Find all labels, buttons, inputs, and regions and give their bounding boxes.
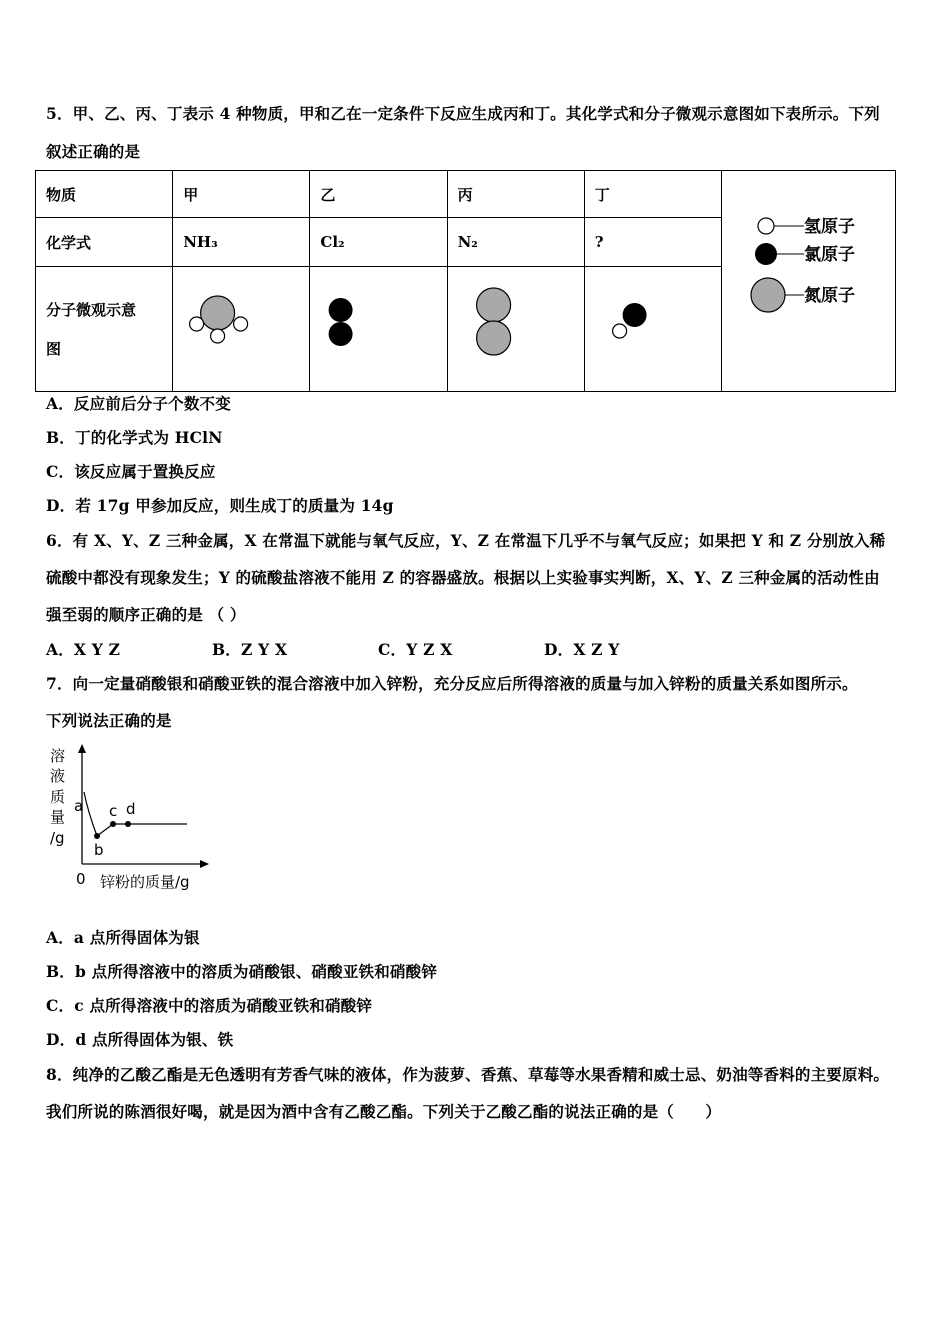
formula-jia: NH₃	[173, 218, 310, 267]
q7-option-d: D．d 点所得固体为银、铁	[46, 1030, 234, 1049]
diagram-label-line1: 分子微观示意	[46, 301, 137, 320]
q7-line2: 下列说法正确的是	[46, 711, 172, 730]
cell-substance-header: 物质	[36, 171, 173, 218]
legend-nitrogen: 氮原子	[803, 286, 855, 306]
q6-options	[46, 638, 620, 660]
q6-line2: 硫酸中都没有现象发生；Y 的硫酸盐溶液不能用 Z 的容器盛放。根据以上实验事实判断，X、Y、Z 三种金属的活动性由	[46, 568, 880, 587]
q5-stem-line2: 叙述正确的是	[46, 142, 141, 161]
q5-table	[35, 170, 896, 392]
legend-hydrogen: 氢原子	[803, 217, 855, 237]
zinc-mass-graph	[42, 742, 217, 894]
formula-ding: ?	[584, 218, 721, 267]
q5-option-b: B．丁的化学式为 HClN	[46, 428, 223, 447]
nitrogen-atom-icon	[751, 278, 785, 312]
cell-jia: 甲	[173, 171, 310, 218]
origin-label: 0	[76, 870, 86, 888]
q5-option-c: C．该反应属于置换反应	[46, 462, 216, 481]
cell-diagram-header	[36, 267, 173, 392]
ylabel-char-4: 量	[50, 808, 66, 826]
atom-legend	[722, 171, 891, 387]
q8-line2: 我们所说的陈酒很好喝，就是因为酒中含有乙酸乙酯。下列关于乙酸乙酯的说法正确的是（ ）	[46, 1102, 722, 1121]
q5-option-a: A．反应前后分子个数不变	[46, 394, 231, 413]
formula-bing: N₂	[447, 218, 584, 267]
n2-molecule-icon	[448, 274, 584, 384]
label-a: a	[74, 797, 84, 815]
label-d: d	[126, 800, 136, 818]
diagram-bing	[447, 267, 584, 392]
nh3-molecule-icon	[173, 274, 309, 384]
q5-stem-line1: 5．甲、乙、丙、丁表示 4 种物质，甲和乙在一定条件下反应生成丙和丁。其化学式和分子微观示意图如下表所示。下列	[46, 104, 880, 123]
ylabel-unit: /g	[50, 829, 65, 847]
ylabel-char-2: 液	[50, 767, 66, 785]
q7-line1: 7．向一定量硝酸银和硝酸亚铁的混合溶液中加入锌粉，充分反应后所得溶液的质量与加入锌粉的质量关系如图所示。	[46, 674, 858, 693]
diagram-label-line2: 图	[46, 340, 62, 359]
diagram-ding	[584, 267, 721, 392]
q7-option-b: B．b 点所得溶液中的溶质为硝酸银、硝酸亚铁和硝酸锌	[46, 962, 438, 981]
cl2-molecule-icon	[310, 274, 446, 384]
q6-line3: 强至弱的顺序正确的是 （ ）	[46, 605, 246, 624]
point-b	[94, 833, 100, 839]
hydrogen-atom-icon	[758, 218, 774, 234]
q7-option-a: A．a 点所得固体为银	[46, 928, 200, 947]
legend-cell	[721, 171, 895, 392]
q8-line1: 8．纯净的乙酸乙酯是无色透明有芳香气味的液体，作为菠萝、香蕉、草莓等水果香精和威士忌、奶油等香料的主要原料。	[46, 1065, 890, 1084]
q5-option-d: D．若 17g 甲参加反应，则生成丁的质量为 14g	[46, 496, 394, 515]
cell-formula-header: 化学式	[36, 218, 173, 267]
ylabel-char-1: 溶	[50, 747, 66, 765]
cell-ding: 丁	[584, 171, 721, 218]
q6-line1: 6．有 X、Y、Z 三种金属，X 在常温下就能与氧气反应，Y、Z 在常温下几乎不与氧气反应；如果把 Y 和 Z 分别放入稀	[46, 531, 886, 550]
cell-bing: 丙	[447, 171, 584, 218]
q6-option-d: D．X Z Y	[544, 640, 620, 659]
q6-option-b: B．Z Y X	[212, 640, 288, 659]
q7-option-c: C．c 点所得溶液中的溶质为硝酸亚铁和硝酸锌	[46, 996, 373, 1015]
q6-option-c: C．Y Z X	[378, 640, 453, 659]
point-d	[125, 821, 131, 827]
x-axis-arrow-icon	[200, 860, 209, 868]
diagram-yi	[310, 267, 447, 392]
diagram-jia	[173, 267, 310, 392]
y-axis-arrow-icon	[78, 744, 86, 753]
cell-yi: 乙	[310, 171, 447, 218]
formula-yi: Cl₂	[310, 218, 447, 267]
ylabel-char-3: 质	[50, 788, 66, 806]
point-c	[110, 821, 116, 827]
xlabel: 锌粉的质量/g	[100, 873, 190, 891]
label-c: c	[109, 802, 118, 820]
label-b: b	[94, 841, 104, 859]
legend-chlorine: 氯原子	[803, 245, 855, 265]
hcl-molecule-icon	[585, 274, 721, 384]
chlorine-atom-icon	[755, 243, 777, 265]
q6-option-a: A．X Y Z	[46, 640, 121, 659]
